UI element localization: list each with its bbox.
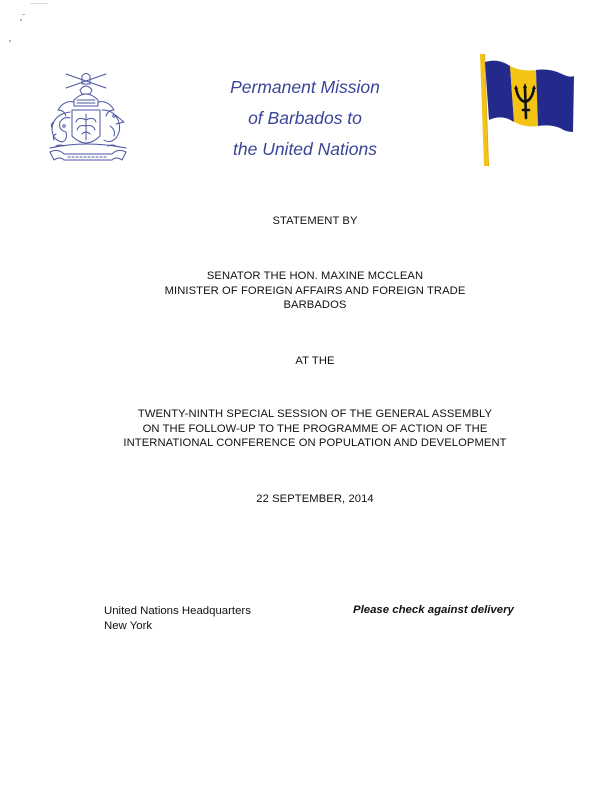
coat-of-arms-icon [44,70,132,166]
statement-date: 22 SEPTEMBER, 2014 [256,493,374,505]
mission-title-line: Permanent Mission [230,77,380,97]
session-line: TWENTY-NINTH SPECIAL SESSION OF THE GENERAL ASSEMBLY [137,408,493,420]
barbados-flag-icon [476,52,576,168]
location-line: New York [104,619,153,632]
location-line: United Nations Headquarters [104,605,251,617]
mission-title [200,72,410,165]
session-block [60,407,570,451]
speaker-title: MINISTER OF FOREIGN AFFAIRS AND FOREIGN TRADE [164,284,466,297]
session-line: INTERNATIONAL CONFERENCE ON POPULATION AND DEVELOPMENT [123,437,507,449]
scan-speck [20,19,22,21]
mission-title-line: of Barbados to [248,108,362,128]
at-the-text: AT THE [295,355,335,367]
statement-by-text: STATEMENT BY [272,215,358,227]
statement-by-heading [60,214,570,229]
session-line: ON THE FOLLOW-UP TO THE PROGRAMME OF ACTION OF THE [142,422,488,435]
speaker-country: BARBADOS [283,299,347,311]
mission-title-line: the United Nations [233,139,377,159]
at-the-heading [60,354,570,369]
date-block [60,492,570,507]
location-block [104,604,251,633]
scan-speck [22,14,25,15]
speaker-name: SENATOR THE HON. MAXINE MCCLEAN [206,270,424,282]
scan-speck [9,40,11,42]
speaker-block [60,269,570,313]
delivery-note: Please check against delivery [353,604,514,616]
scan-speck [30,3,48,4]
